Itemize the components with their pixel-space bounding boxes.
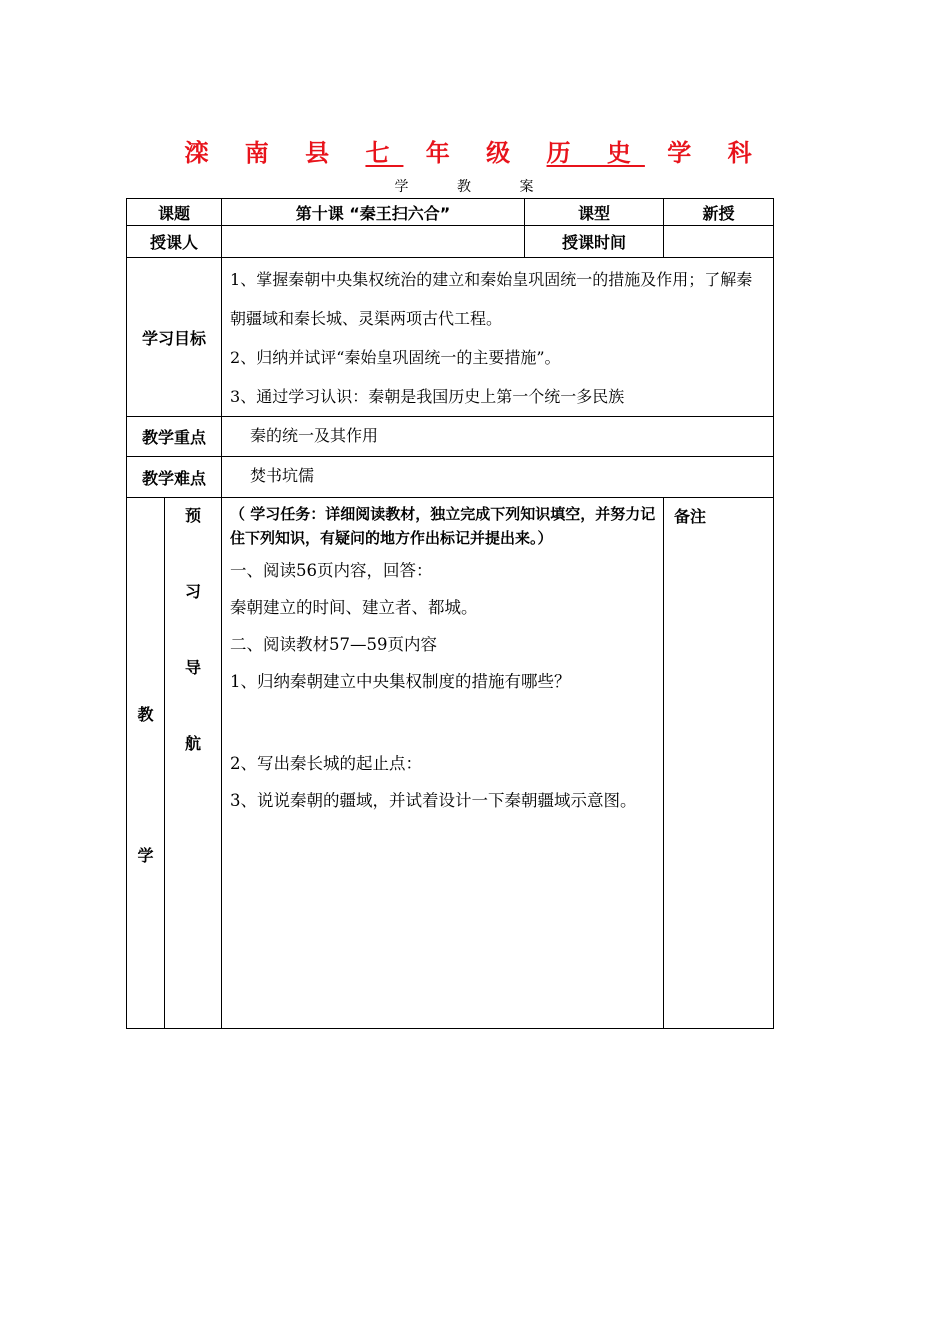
preview-tasks [222,498,664,1029]
preview-char-4: 航 [185,734,202,753]
label-topic: 课题 [127,199,222,226]
teaching-char-1: 教 [137,705,154,724]
label-class-time: 授课时间 [525,226,664,258]
preview-char-2: 习 [185,582,202,601]
remarks-column: 备注 [664,498,774,1029]
answer-space [230,700,659,745]
task-instructions: （ 学习任务：详细阅读教材，独立完成下列知识填空，并努力记住下列知识，有疑问的地方作出标记并提出来。） [230,505,656,547]
lesson-plan-table [126,198,774,1029]
preview-char-3: 导 [185,658,202,677]
goal-1: 1、掌握秦朝中央集权统治的建立和秦始皇巩固统一的措施及作用；了解秦朝疆域和秦长城、灵渠两项古代工程。 [230,270,753,328]
key-point-text: 秦的统一及其作用 [222,417,774,457]
question-2a: 1、归纳秦朝建立中央集权制度的措施有哪些？ [230,672,571,691]
title-grade: 七 [365,139,404,167]
label-teacher: 授课人 [127,226,222,258]
learning-goals [222,258,774,417]
table-row-topic [127,199,774,226]
goal-2: 2、归纳并试评“秦始皇巩固统一的主要措施”。 [230,348,561,367]
question-1: 一、阅读56页内容，回答： [230,561,433,580]
document-title [0,133,950,168]
title-grade-suffix: 年 级 [403,139,547,167]
question-2b: 2、写出秦长城的起止点： [230,754,423,773]
question-2c: 3、说说秦朝的疆域，并试着设计一下秦朝疆域示意图。 [230,791,637,810]
preview-char-1: 预 [185,506,202,525]
teacher-value [222,226,525,258]
title-county: 滦 南 县 [184,139,366,167]
table-row-goals [127,258,774,417]
class-time-value [664,226,774,258]
label-lesson-type: 课型 [525,199,664,226]
lesson-topic: 第十课 “秦王扫六合” [222,199,525,226]
goal-3: 3、通过学习认识：秦朝是我国历史上第一个统一多民族 [230,387,625,406]
table-row-teacher [127,226,774,258]
label-key-point: 教学重点 [127,417,222,457]
title-subject-suffix: 学 科 [644,139,766,167]
difficulty-text: 焚书坑儒 [222,457,774,498]
table-row-key-point [127,417,774,457]
title-subject: 历 史 [546,139,645,167]
question-1a: 秦朝建立的时间、建立者、都城。 [230,598,478,617]
teaching-char-2: 学 [137,846,154,865]
question-2: 二、阅读教材57—59页内容 [230,635,438,654]
lesson-type: 新授 [664,199,774,226]
table-row-difficulty [127,457,774,498]
label-difficulty: 教学难点 [127,457,222,498]
label-teaching [127,498,165,1029]
label-preview-guide [165,498,222,1029]
document-subtitle: 学 教 案 [394,179,556,195]
label-learning-goals: 学习目标 [127,258,222,417]
table-row-teaching [127,498,774,1029]
